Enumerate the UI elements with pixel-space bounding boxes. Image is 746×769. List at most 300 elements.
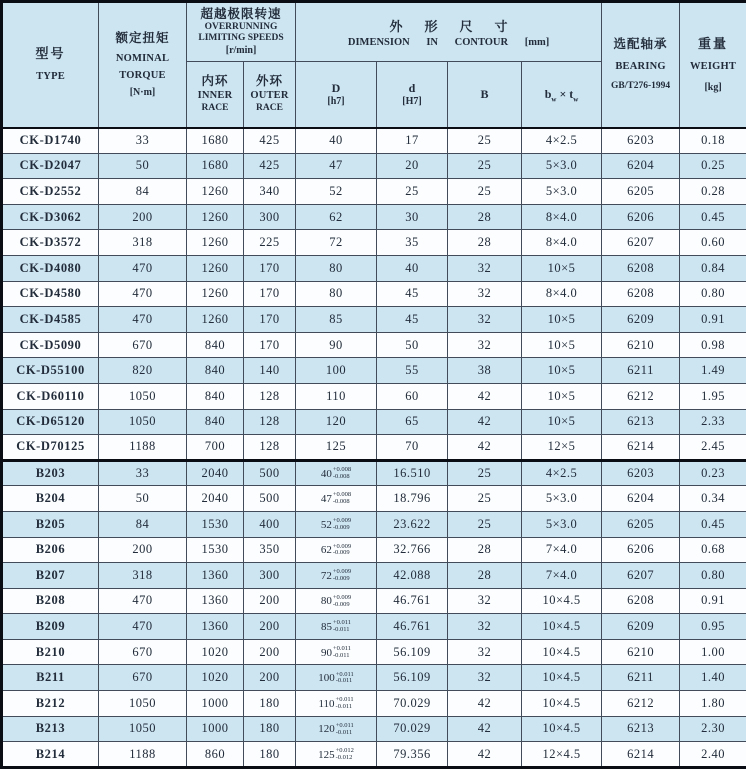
cell-weight: 0.98 — [680, 332, 746, 358]
cell-D — [296, 691, 377, 717]
cell-B: 25 — [448, 128, 522, 154]
cell-B: 42 — [448, 742, 522, 768]
cell-bt: 10×5 — [522, 307, 602, 333]
cell-bt: 5×3.0 — [522, 486, 602, 512]
table-row — [2, 153, 746, 179]
cell-B: 25 — [448, 486, 522, 512]
cell-torque: 670 — [99, 639, 187, 665]
header-d-tolerance: [H7] — [378, 95, 446, 108]
cell-outer: 400 — [244, 511, 296, 537]
cell-bearing: 6212 — [602, 383, 680, 409]
cell-weight: 0.18 — [680, 128, 746, 154]
cell-weight: 1.95 — [680, 383, 746, 409]
cell-model: CK-D4080 — [2, 255, 99, 281]
header-inner-en2: RACE — [188, 103, 242, 114]
cell-torque: 33 — [99, 460, 187, 486]
header-inner-zh: 内环 — [188, 74, 242, 89]
dimension-D-value: 40 — [321, 468, 332, 480]
cell-weight: 1.80 — [680, 691, 746, 717]
cell-d: 25 — [377, 179, 448, 205]
table-row — [2, 537, 746, 563]
table-row — [2, 409, 746, 435]
cell-d: 42.088 — [377, 563, 448, 589]
cell-B: 32 — [448, 639, 522, 665]
header-speeds-en1: OVERRUNNING — [188, 22, 294, 33]
cell-bt: 10×4.5 — [522, 716, 602, 742]
cell-weight: 0.60 — [680, 230, 746, 256]
header-torque — [99, 2, 187, 128]
cell-bt: 8×4.0 — [522, 204, 602, 230]
cell-bearing: 6214 — [602, 742, 680, 768]
dimension-D-tolerance: +0.011 -0.011 — [336, 723, 354, 737]
header-group-dimension — [296, 2, 602, 62]
cell-bearing: 6205 — [602, 511, 680, 537]
cell-outer: 170 — [244, 255, 296, 281]
table-row — [2, 358, 746, 384]
dimension-D-tolerance: +0.011 -0.011 — [333, 646, 351, 660]
cell-B: 25 — [448, 460, 522, 486]
cell-model: CK-D3572 — [2, 230, 99, 256]
cell-weight: 2.30 — [680, 716, 746, 742]
cell-outer: 425 — [244, 153, 296, 179]
cell-torque: 470 — [99, 588, 187, 614]
cell-d: 17 — [377, 128, 448, 154]
cell-bt: 8×4.0 — [522, 281, 602, 307]
cell-d: 16.510 — [377, 460, 448, 486]
cell-D — [296, 460, 377, 486]
header-outer-en1: OUTER — [245, 89, 294, 102]
cell-D — [296, 511, 377, 537]
dimension-D-value: 90 — [321, 647, 332, 659]
cell-d: 45 — [377, 307, 448, 333]
cell-B: 28 — [448, 537, 522, 563]
cell-model: CK-D4585 — [2, 307, 99, 333]
cell-inner: 2040 — [187, 460, 244, 486]
cell-inner: 1360 — [187, 588, 244, 614]
cell-model: B209 — [2, 614, 99, 640]
dimension-D-value: 120 — [318, 723, 335, 735]
cell-bt: 10×5 — [522, 358, 602, 384]
cell-outer: 300 — [244, 563, 296, 589]
cell-model: CK-D5090 — [2, 332, 99, 358]
cell-weight: 0.45 — [680, 204, 746, 230]
cell-D: 85 — [296, 307, 377, 333]
cell-bearing: 6204 — [602, 153, 680, 179]
cell-bt: 12×4.5 — [522, 742, 602, 768]
cell-weight: 0.91 — [680, 588, 746, 614]
dimension-D-value: 85 — [321, 621, 332, 633]
cell-bt: 10×4.5 — [522, 639, 602, 665]
cell-model: B204 — [2, 486, 99, 512]
dimension-D-tolerance: +0.009 -0.009 — [333, 518, 351, 532]
cell-bt: 10×5 — [522, 409, 602, 435]
cell-bearing: 6210 — [602, 639, 680, 665]
cell-B: 42 — [448, 691, 522, 717]
cell-outer: 500 — [244, 486, 296, 512]
cell-B: 25 — [448, 511, 522, 537]
cell-B: 42 — [448, 409, 522, 435]
header-col-bt — [522, 62, 602, 128]
cell-model: B213 — [2, 716, 99, 742]
cell-torque: 670 — [99, 665, 187, 691]
dimension-D-tolerance: +0.009 -0.009 — [333, 595, 351, 609]
table-row — [2, 588, 746, 614]
table-row — [2, 179, 746, 205]
dimension-D-tolerance: +0.009 -0.009 — [333, 544, 351, 558]
header-bearing-en: BEARING — [603, 60, 678, 73]
cell-D: 47 — [296, 153, 377, 179]
cell-d: 55 — [377, 358, 448, 384]
cell-B: 32 — [448, 255, 522, 281]
cell-D — [296, 742, 377, 768]
cell-bearing: 6207 — [602, 230, 680, 256]
header-weight-unit: [kg] — [681, 81, 745, 94]
cell-d: 56.109 — [377, 665, 448, 691]
cell-bt: 10×4.5 — [522, 691, 602, 717]
cell-inner: 700 — [187, 435, 244, 461]
header-weight-en: WEIGHT — [681, 60, 745, 73]
cell-torque: 820 — [99, 358, 187, 384]
cell-D — [296, 486, 377, 512]
table-row — [2, 563, 746, 589]
cell-torque: 470 — [99, 255, 187, 281]
cell-torque: 1188 — [99, 742, 187, 768]
cell-D: 100 — [296, 358, 377, 384]
cell-bearing: 6208 — [602, 588, 680, 614]
cell-model: B210 — [2, 639, 99, 665]
cell-D — [296, 588, 377, 614]
cell-D: 80 — [296, 281, 377, 307]
header-torque-en2: TORQUE — [100, 69, 185, 82]
cell-model: CK-D3062 — [2, 204, 99, 230]
cell-inner: 860 — [187, 742, 244, 768]
dimension-D-tolerance: +0.011 -0.011 — [336, 697, 354, 711]
header-d-symbol: d — [378, 81, 446, 95]
header-outer-zh: 外环 — [245, 74, 294, 89]
cell-inner: 1000 — [187, 691, 244, 717]
cell-outer: 128 — [244, 435, 296, 461]
cell-model: B211 — [2, 665, 99, 691]
cell-torque: 1050 — [99, 716, 187, 742]
header-torque-zh: 额定扭矩 — [100, 31, 185, 46]
cell-torque: 200 — [99, 204, 187, 230]
cell-bt: 4×2.5 — [522, 128, 602, 154]
cell-weight: 0.91 — [680, 307, 746, 333]
cell-outer: 300 — [244, 204, 296, 230]
cell-d: 46.761 — [377, 588, 448, 614]
cell-bt: 10×4.5 — [522, 614, 602, 640]
cell-bt: 5×3.0 — [522, 511, 602, 537]
table-row — [2, 204, 746, 230]
cell-B: 28 — [448, 204, 522, 230]
cell-outer: 170 — [244, 332, 296, 358]
header-weight — [680, 2, 746, 128]
cell-weight: 0.84 — [680, 255, 746, 281]
cell-D: 52 — [296, 179, 377, 205]
cell-bearing: 6205 — [602, 179, 680, 205]
cell-inner: 1680 — [187, 128, 244, 154]
cell-model: CK-D2047 — [2, 153, 99, 179]
cell-outer: 180 — [244, 716, 296, 742]
cell-model: CK-D70125 — [2, 435, 99, 461]
dimension-D-value: 125 — [318, 749, 335, 761]
dimension-D-value: 62 — [321, 544, 332, 556]
cell-weight: 0.68 — [680, 537, 746, 563]
cell-B: 28 — [448, 230, 522, 256]
cell-B: 32 — [448, 307, 522, 333]
dimension-D-tolerance: +0.009 -0.009 — [333, 569, 351, 583]
header-bearing-std: GB/T276-1994 — [603, 81, 678, 92]
cell-B: 42 — [448, 383, 522, 409]
header-D-symbol: D — [297, 81, 375, 95]
cell-model: B214 — [2, 742, 99, 768]
header-inner-en1: INNER — [188, 89, 242, 102]
header-D-tolerance: [h7] — [297, 95, 375, 108]
cell-d: 79.356 — [377, 742, 448, 768]
cell-D: 80 — [296, 255, 377, 281]
table-row — [2, 511, 746, 537]
cell-B: 38 — [448, 358, 522, 384]
cell-bt: 7×4.0 — [522, 563, 602, 589]
cell-bearing: 6210 — [602, 332, 680, 358]
cell-inner: 1260 — [187, 255, 244, 281]
cell-weight: 2.40 — [680, 742, 746, 768]
table-row — [2, 691, 746, 717]
cell-bt: 10×5 — [522, 255, 602, 281]
cell-torque: 1050 — [99, 691, 187, 717]
cell-D: 125 — [296, 435, 377, 461]
cell-torque: 1188 — [99, 435, 187, 461]
cell-outer: 170 — [244, 281, 296, 307]
cell-torque: 670 — [99, 332, 187, 358]
cell-inner: 2040 — [187, 486, 244, 512]
dimension-D-value: 47 — [321, 493, 332, 505]
cell-weight: 2.33 — [680, 409, 746, 435]
cell-torque: 1050 — [99, 409, 187, 435]
cell-d: 35 — [377, 230, 448, 256]
cell-inner: 1000 — [187, 716, 244, 742]
table-row — [2, 281, 746, 307]
cell-torque: 470 — [99, 307, 187, 333]
cell-inner: 1360 — [187, 563, 244, 589]
cell-D — [296, 537, 377, 563]
cell-weight: 0.23 — [680, 460, 746, 486]
cell-bearing: 6213 — [602, 409, 680, 435]
cell-d: 56.109 — [377, 639, 448, 665]
cell-outer: 180 — [244, 691, 296, 717]
cell-weight: 2.45 — [680, 435, 746, 461]
cell-d: 60 — [377, 383, 448, 409]
cell-inner: 1530 — [187, 537, 244, 563]
cell-weight: 0.34 — [680, 486, 746, 512]
dimension-D-value: 52 — [321, 519, 332, 531]
dimension-D-value: 72 — [321, 570, 332, 582]
cell-outer: 128 — [244, 409, 296, 435]
cell-bearing: 6208 — [602, 255, 680, 281]
cell-d: 70 — [377, 435, 448, 461]
cell-outer: 500 — [244, 460, 296, 486]
cell-model: B208 — [2, 588, 99, 614]
cell-outer: 170 — [244, 307, 296, 333]
cell-B: 42 — [448, 435, 522, 461]
cell-outer: 340 — [244, 179, 296, 205]
cell-D — [296, 563, 377, 589]
cell-model: B212 — [2, 691, 99, 717]
cell-B: 32 — [448, 332, 522, 358]
cell-weight: 0.95 — [680, 614, 746, 640]
cell-bearing: 6213 — [602, 716, 680, 742]
cell-bt: 4×2.5 — [522, 460, 602, 486]
cell-model: CK-D55100 — [2, 358, 99, 384]
cell-bearing: 6203 — [602, 460, 680, 486]
cell-bt: 10×5 — [522, 383, 602, 409]
header-B-symbol: B — [449, 87, 520, 101]
cell-bearing: 6207 — [602, 563, 680, 589]
table-row — [2, 332, 746, 358]
cell-D — [296, 614, 377, 640]
cell-model: CK-D2552 — [2, 179, 99, 205]
cell-outer: 225 — [244, 230, 296, 256]
header-inner-race — [187, 62, 244, 128]
cell-inner: 1680 — [187, 153, 244, 179]
cell-weight: 0.45 — [680, 511, 746, 537]
cell-outer: 200 — [244, 588, 296, 614]
header-outer-en2: RACE — [245, 103, 294, 114]
cell-inner: 1020 — [187, 639, 244, 665]
cell-bearing: 6209 — [602, 307, 680, 333]
cell-bearing: 6206 — [602, 537, 680, 563]
cell-bearing: 6208 — [602, 281, 680, 307]
cell-B: 25 — [448, 153, 522, 179]
dimension-D-tolerance: +0.011 -0.011 — [336, 672, 354, 686]
header-speeds-en2: LIMITING SPEEDS — [188, 33, 294, 44]
cell-d: 65 — [377, 409, 448, 435]
cell-B: 25 — [448, 179, 522, 205]
header-bearing-zh: 选配轴承 — [603, 37, 678, 52]
header-speeds-zh: 超越极限转速 — [188, 7, 294, 22]
cell-bt: 5×3.0 — [522, 179, 602, 205]
cell-d: 18.796 — [377, 486, 448, 512]
header-col-D — [296, 62, 377, 128]
header-speeds-unit: [r/min] — [188, 44, 294, 57]
cell-D: 90 — [296, 332, 377, 358]
cell-inner: 1530 — [187, 511, 244, 537]
header-type-en: TYPE — [4, 70, 97, 83]
cell-torque: 318 — [99, 563, 187, 589]
cell-bearing: 6206 — [602, 204, 680, 230]
cell-inner: 1260 — [187, 230, 244, 256]
cell-d: 46.761 — [377, 614, 448, 640]
dimension-D-value: 100 — [318, 672, 335, 684]
cell-d: 45 — [377, 281, 448, 307]
cell-weight: 1.49 — [680, 358, 746, 384]
cell-B: 28 — [448, 563, 522, 589]
header-group-speeds — [187, 2, 296, 62]
header-torque-unit: [N·m] — [100, 86, 185, 99]
cell-outer: 200 — [244, 614, 296, 640]
cell-outer: 140 — [244, 358, 296, 384]
table-row — [2, 460, 746, 486]
cell-bearing: 6211 — [602, 665, 680, 691]
cell-D: 72 — [296, 230, 377, 256]
cell-bt: 10×5 — [522, 332, 602, 358]
cell-torque: 470 — [99, 281, 187, 307]
table-row — [2, 230, 746, 256]
dimension-D-tolerance: +0.008 -0.008 — [333, 492, 351, 506]
cell-d: 20 — [377, 153, 448, 179]
cell-model: B205 — [2, 511, 99, 537]
cell-B: 32 — [448, 665, 522, 691]
cell-d: 70.029 — [377, 691, 448, 717]
cell-D — [296, 665, 377, 691]
cell-bearing: 6214 — [602, 435, 680, 461]
cell-bt: 12×5 — [522, 435, 602, 461]
cell-B: 32 — [448, 281, 522, 307]
header-dimension-en: DIMENSION IN CONTOUR [mm] — [297, 37, 600, 48]
table-row — [2, 716, 746, 742]
table-header — [2, 2, 746, 128]
cell-bearing: 6211 — [602, 358, 680, 384]
cell-d: 30 — [377, 204, 448, 230]
cell-inner: 840 — [187, 332, 244, 358]
cell-bearing: 6212 — [602, 691, 680, 717]
cell-model: CK-D60110 — [2, 383, 99, 409]
cell-model: B206 — [2, 537, 99, 563]
cell-bt: 8×4.0 — [522, 230, 602, 256]
header-bt-symbol: $b_w \times t_w$ — [545, 87, 579, 101]
cell-model: CK-D4580 — [2, 281, 99, 307]
table-row — [2, 435, 746, 461]
cell-bt: 10×4.5 — [522, 588, 602, 614]
table-row — [2, 665, 746, 691]
cell-inner: 840 — [187, 358, 244, 384]
cell-torque: 33 — [99, 128, 187, 154]
cell-D: 110 — [296, 383, 377, 409]
cell-d: 32.766 — [377, 537, 448, 563]
table-row — [2, 128, 746, 154]
cell-d: 23.622 — [377, 511, 448, 537]
cell-inner: 1260 — [187, 179, 244, 205]
cell-weight: 1.00 — [680, 639, 746, 665]
cell-model: B207 — [2, 563, 99, 589]
cell-model: B203 — [2, 460, 99, 486]
cell-inner: 840 — [187, 383, 244, 409]
table-row — [2, 486, 746, 512]
cell-B: 32 — [448, 588, 522, 614]
cell-bearing: 6204 — [602, 486, 680, 512]
cell-torque: 84 — [99, 179, 187, 205]
table-row — [2, 742, 746, 768]
table-row — [2, 307, 746, 333]
dimension-D-value: 110 — [318, 698, 334, 710]
dimension-D-tolerance: +0.008 -0.008 — [333, 467, 351, 481]
table-body — [2, 128, 746, 768]
header-type-zh: 型号 — [4, 46, 97, 62]
dimension-D-tolerance: +0.012 -0.012 — [336, 748, 354, 762]
table-row — [2, 639, 746, 665]
cell-bt: 7×4.0 — [522, 537, 602, 563]
cell-inner: 1260 — [187, 281, 244, 307]
cell-outer: 425 — [244, 128, 296, 154]
cell-torque: 84 — [99, 511, 187, 537]
header-outer-race — [244, 62, 296, 128]
cell-weight: 0.80 — [680, 563, 746, 589]
cell-torque: 50 — [99, 486, 187, 512]
header-torque-en1: NOMINAL — [100, 52, 185, 65]
cell-outer: 200 — [244, 639, 296, 665]
cell-D — [296, 639, 377, 665]
cell-outer: 180 — [244, 742, 296, 768]
